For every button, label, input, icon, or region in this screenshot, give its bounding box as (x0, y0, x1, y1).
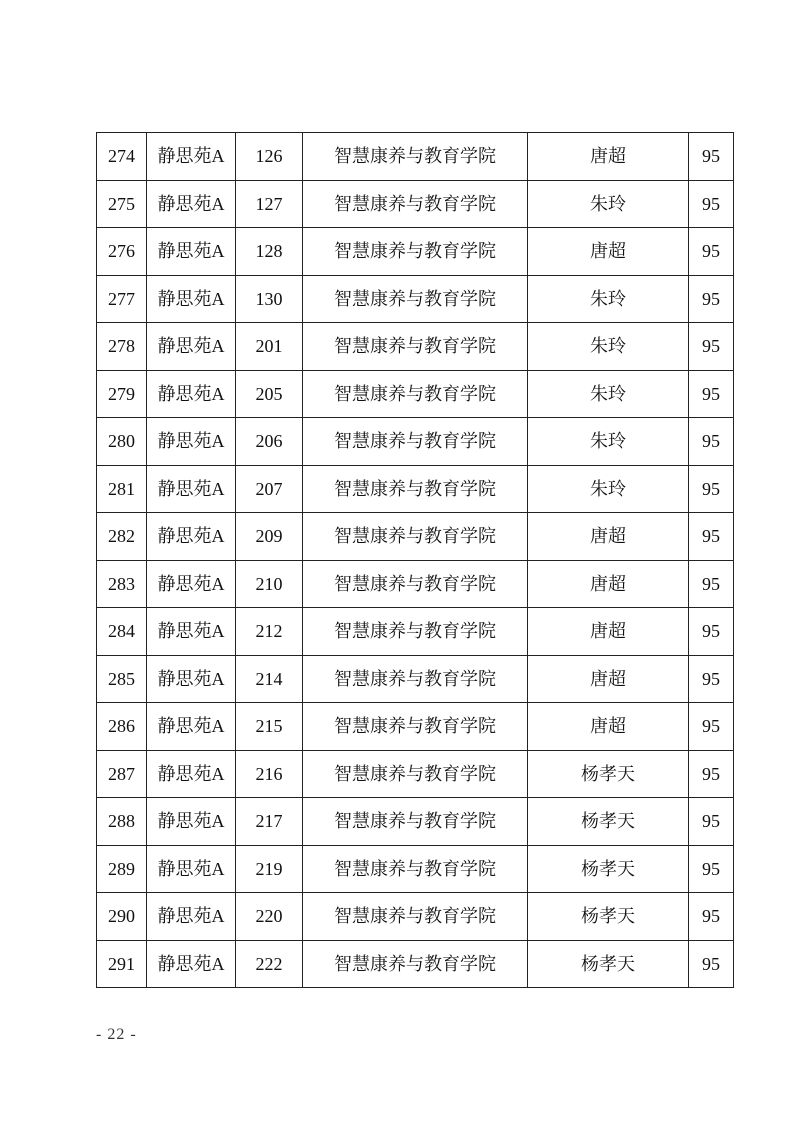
table-row (97, 845, 734, 893)
table-body (97, 133, 734, 988)
inspector-name-cell: 朱玲 (528, 275, 689, 323)
table-row (97, 893, 734, 941)
score-cell: 95 (689, 940, 734, 988)
score-cell: 95 (689, 703, 734, 751)
table-row (97, 750, 734, 798)
room-number-cell: 215 (236, 703, 303, 751)
row-number-cell: 290 (97, 893, 147, 941)
table-row (97, 608, 734, 656)
score-cell: 95 (689, 323, 734, 371)
college-cell: 智慧康养与教育学院 (303, 323, 528, 371)
table-row (97, 940, 734, 988)
inspector-name-cell: 杨孝天 (528, 893, 689, 941)
score-cell: 95 (689, 893, 734, 941)
inspector-name-cell: 唐超 (528, 608, 689, 656)
building-cell: 静思苑A (147, 703, 236, 751)
room-number-cell: 207 (236, 465, 303, 513)
college-cell: 智慧康养与教育学院 (303, 655, 528, 703)
room-number-cell: 128 (236, 228, 303, 276)
building-cell: 静思苑A (147, 560, 236, 608)
inspector-name-cell: 杨孝天 (528, 940, 689, 988)
score-cell: 95 (689, 798, 734, 846)
room-number-cell: 210 (236, 560, 303, 608)
row-number-cell: 286 (97, 703, 147, 751)
score-cell: 95 (689, 275, 734, 323)
building-cell: 静思苑A (147, 845, 236, 893)
score-cell: 95 (689, 370, 734, 418)
room-number-cell: 217 (236, 798, 303, 846)
building-cell: 静思苑A (147, 798, 236, 846)
college-cell: 智慧康养与教育学院 (303, 465, 528, 513)
college-cell: 智慧康养与教育学院 (303, 798, 528, 846)
inspector-name-cell: 唐超 (528, 513, 689, 561)
building-cell: 静思苑A (147, 608, 236, 656)
room-number-cell: 219 (236, 845, 303, 893)
row-number-cell: 274 (97, 133, 147, 181)
building-cell: 静思苑A (147, 228, 236, 276)
building-cell: 静思苑A (147, 418, 236, 466)
room-number-cell: 216 (236, 750, 303, 798)
inspector-name-cell: 朱玲 (528, 418, 689, 466)
inspector-name-cell: 唐超 (528, 560, 689, 608)
room-number-cell: 205 (236, 370, 303, 418)
building-cell: 静思苑A (147, 180, 236, 228)
room-number-cell: 127 (236, 180, 303, 228)
row-number-cell: 281 (97, 465, 147, 513)
building-cell: 静思苑A (147, 655, 236, 703)
college-cell: 智慧康养与教育学院 (303, 180, 528, 228)
inspector-name-cell: 唐超 (528, 133, 689, 181)
inspector-name-cell: 杨孝天 (528, 845, 689, 893)
row-number-cell: 282 (97, 513, 147, 561)
row-number-cell: 287 (97, 750, 147, 798)
building-cell: 静思苑A (147, 750, 236, 798)
row-number-cell: 284 (97, 608, 147, 656)
room-number-cell: 206 (236, 418, 303, 466)
inspector-name-cell: 朱玲 (528, 465, 689, 513)
inspector-name-cell: 唐超 (528, 655, 689, 703)
building-cell: 静思苑A (147, 465, 236, 513)
inspector-name-cell: 朱玲 (528, 180, 689, 228)
row-number-cell: 288 (97, 798, 147, 846)
building-cell: 静思苑A (147, 133, 236, 181)
table-row (97, 370, 734, 418)
row-number-cell: 278 (97, 323, 147, 371)
room-number-cell: 201 (236, 323, 303, 371)
room-number-cell: 212 (236, 608, 303, 656)
building-cell: 静思苑A (147, 513, 236, 561)
college-cell: 智慧康养与教育学院 (303, 845, 528, 893)
college-cell: 智慧康养与教育学院 (303, 703, 528, 751)
row-number-cell: 277 (97, 275, 147, 323)
building-cell: 静思苑A (147, 323, 236, 371)
room-number-cell: 220 (236, 893, 303, 941)
inspector-name-cell: 朱玲 (528, 323, 689, 371)
score-cell: 95 (689, 750, 734, 798)
table-row (97, 275, 734, 323)
table-row (97, 513, 734, 561)
table-row (97, 655, 734, 703)
building-cell: 静思苑A (147, 275, 236, 323)
college-cell: 智慧康养与教育学院 (303, 893, 528, 941)
row-number-cell: 285 (97, 655, 147, 703)
row-number-cell: 276 (97, 228, 147, 276)
building-cell: 静思苑A (147, 893, 236, 941)
college-cell: 智慧康养与教育学院 (303, 608, 528, 656)
table-row (97, 798, 734, 846)
room-number-cell: 214 (236, 655, 303, 703)
building-cell: 静思苑A (147, 370, 236, 418)
row-number-cell: 279 (97, 370, 147, 418)
score-cell: 95 (689, 513, 734, 561)
row-number-cell: 289 (97, 845, 147, 893)
college-cell: 智慧康养与教育学院 (303, 275, 528, 323)
table-row (97, 465, 734, 513)
score-cell: 95 (689, 845, 734, 893)
table-row (97, 560, 734, 608)
row-number-cell: 280 (97, 418, 147, 466)
score-cell: 95 (689, 655, 734, 703)
inspector-name-cell: 唐超 (528, 228, 689, 276)
college-cell: 智慧康养与教育学院 (303, 560, 528, 608)
row-number-cell: 283 (97, 560, 147, 608)
room-number-cell: 209 (236, 513, 303, 561)
score-cell: 95 (689, 180, 734, 228)
table-row (97, 323, 734, 371)
table-row (97, 180, 734, 228)
room-number-cell: 130 (236, 275, 303, 323)
inspector-name-cell: 杨孝天 (528, 750, 689, 798)
score-cell: 95 (689, 465, 734, 513)
score-cell: 95 (689, 418, 734, 466)
college-cell: 智慧康养与教育学院 (303, 418, 528, 466)
college-cell: 智慧康养与教育学院 (303, 940, 528, 988)
score-cell: 95 (689, 228, 734, 276)
row-number-cell: 291 (97, 940, 147, 988)
inspector-name-cell: 唐超 (528, 703, 689, 751)
page-number: - 22 - (96, 1026, 137, 1043)
table-row (97, 703, 734, 751)
table-row (97, 418, 734, 466)
score-cell: 95 (689, 560, 734, 608)
inspector-name-cell: 杨孝天 (528, 798, 689, 846)
college-cell: 智慧康养与教育学院 (303, 228, 528, 276)
score-cell: 95 (689, 133, 734, 181)
room-number-cell: 222 (236, 940, 303, 988)
row-number-cell: 275 (97, 180, 147, 228)
table-row (97, 228, 734, 276)
inspector-name-cell: 朱玲 (528, 370, 689, 418)
dormitory-score-table (96, 132, 734, 988)
building-cell: 静思苑A (147, 940, 236, 988)
room-number-cell: 126 (236, 133, 303, 181)
college-cell: 智慧康养与教育学院 (303, 513, 528, 561)
college-cell: 智慧康养与教育学院 (303, 133, 528, 181)
score-cell: 95 (689, 608, 734, 656)
college-cell: 智慧康养与教育学院 (303, 750, 528, 798)
table-row (97, 133, 734, 181)
college-cell: 智慧康养与教育学院 (303, 370, 528, 418)
